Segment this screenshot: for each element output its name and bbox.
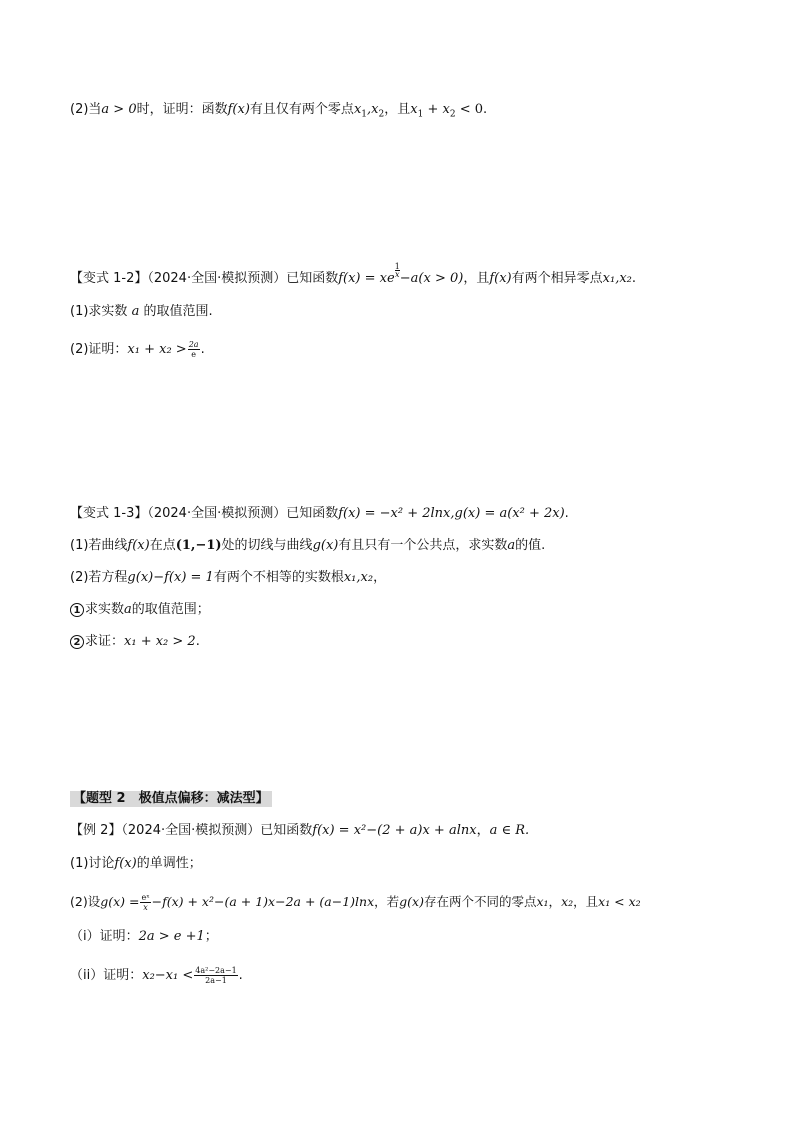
v12-p2-den: e: [191, 350, 196, 359]
v12-header: 【变式 1-2】（2024·全国·模拟预测）已知函数: [70, 271, 339, 286]
v12-p1-var: a: [131, 304, 140, 319]
ex2-p1-b: 的单调性；: [136, 856, 202, 871]
q1-part2-line: [70, 101, 487, 119]
ex2-ii-num: 4a²−2a−1: [195, 966, 237, 975]
ex2-p1-a: (1)讨论: [70, 856, 115, 871]
v13-p1-c: 处的切线与曲线: [221, 538, 313, 553]
ex2-p2-rest: −f(x) + x²−(a + 1)x−2a + (a−1)lnx: [151, 894, 375, 909]
v13-p2-b: 有两个不相等的实数根: [213, 570, 344, 585]
v12-func-def: f(x) = xe: [338, 271, 395, 286]
ex2-p2-b: ，若: [374, 894, 400, 909]
ex2-p2-x2: x₂: [561, 894, 574, 909]
v12-p1-tail: 的取值范围.: [143, 304, 213, 319]
v13-p1-b: 在点: [149, 538, 176, 553]
ex2-sep: ，: [476, 823, 490, 838]
v12-f: f(x): [489, 271, 512, 286]
v13-p1-d: 有且只有一个公共点，求实数: [338, 538, 508, 553]
v13-s2-end: .: [195, 634, 200, 649]
circled-number-icon: 1: [70, 603, 84, 617]
circled-number-icon: 2: [70, 635, 84, 649]
ex2-p2-e: ，且: [573, 894, 599, 909]
v13-p1-e: 的值.: [515, 538, 546, 553]
v13-p1-line: [70, 537, 545, 555]
v13-p1-f: f(x): [127, 538, 150, 553]
v12-zeros: x₁,x₂: [602, 271, 632, 286]
ex2-ii-expr: x₂−x₁ <: [142, 968, 194, 983]
v12-p1-line: [70, 303, 213, 321]
ex2-i-line: [70, 928, 218, 946]
v13-s2-line: [70, 633, 200, 651]
ex2-ii-den: 2a−1: [205, 976, 227, 985]
v13-header: 【变式 1-3】（2024·全国·模拟预测）已知函数: [70, 506, 339, 521]
v12-p2-frac: [188, 340, 200, 359]
v13-p1-pt: (1,−1): [175, 538, 222, 553]
v12-func-tail: −a(x > 0): [399, 271, 464, 286]
ex2-p2-c: 存在两个不同的零点: [423, 894, 537, 909]
v13-p1-a: (1)若曲线: [70, 538, 128, 553]
q1-part2-zeros: $x_1,x_2$: [353, 102, 385, 120]
v13-header-line: 【变式 1-3】（2024·全国·模拟预测）已知函数f(x) = −x² + 2lnx,g(x) = a(x² + 2x).: [70, 506, 569, 521]
ex2-p1-line: [70, 855, 202, 873]
v13-s2-expr: x₁ + x₂ > 2: [124, 634, 196, 649]
ex2-header: 【例 2】（2024·全国·模拟预测）已知函数: [70, 823, 313, 838]
v12-p2-expr: x₁ + x₂ >: [127, 342, 187, 357]
q1-part2-ineq: $x_1 + x_2 < 0$: [410, 102, 484, 120]
topic-heading: 【题型 2 极值点偏移：减法型】: [70, 791, 272, 807]
v13-p2-a: (2)若方程: [70, 570, 128, 585]
ex2-p2-line: [70, 893, 641, 912]
v13-p1-var: a: [507, 538, 516, 553]
v12-exp: 1 x: [394, 262, 400, 279]
ex2-p1-f: f(x): [114, 856, 137, 871]
v13-s1-var: a: [124, 602, 132, 617]
v13-s1-line: [70, 601, 210, 619]
q1-part2-end: .: [483, 102, 488, 117]
v13-p2-roots: x₁,x₂: [343, 570, 374, 585]
ex2-p2-g: g(x) =: [100, 894, 140, 909]
v12-p2: (2)证明：: [70, 342, 128, 357]
v13-p2-c: ，: [373, 570, 387, 585]
v13-p1-g: g(x): [312, 538, 339, 553]
ex2-cond: a ∈ R.: [489, 823, 530, 838]
ex2-p2-frac-num: eˣ: [141, 893, 150, 902]
q1-part2-cond: a > 0: [101, 102, 137, 117]
ex2-i-expr: 2a > e +1: [138, 929, 205, 944]
v12-header-line: 【变式 1-2】（2024·全国·模拟预测）已知函数f(x) = xe $^{\frac{1}{x}}$ −a(x > 0)，且f(x)有两个相异零点x₁,x₂.: [70, 262, 637, 286]
ex2-p2-a: (2)设: [70, 894, 101, 909]
ex2-p2-frac-den: x: [143, 903, 148, 912]
ex2-header-line: [70, 822, 529, 840]
v12-cond: ，且: [463, 271, 490, 286]
q1-part2-func: f(x): [227, 102, 250, 117]
ex2-i-end: ；: [204, 929, 218, 944]
ex2-ii-end: .: [238, 968, 243, 983]
v13-s1-a: 求实数: [85, 602, 125, 617]
ex2-i-label: （i）证明：: [70, 929, 139, 944]
ex2-p2-g2: g(x): [399, 894, 424, 909]
ex2-ii-frac: [194, 966, 237, 985]
v13-p2-line: [70, 569, 386, 587]
ex2-p2-d: ，: [548, 894, 562, 909]
v13-s2-a: 求证：: [85, 634, 125, 649]
ex2-p2-frac: [140, 893, 150, 912]
v12-p2-num: 2a: [188, 340, 199, 349]
ex2-p2-ineq: x₁ < x₂: [598, 894, 641, 909]
v13-func-def: f(x) = −x² + 2lnx,g(x) = a(x² + 2x): [338, 506, 565, 521]
v13-p2-eq: g(x)−f(x) = 1: [127, 570, 214, 585]
ex2-func-def: f(x) = x²−(2 + a)x + alnx: [312, 823, 477, 838]
ex2-p2-x1: x₁: [536, 894, 549, 909]
v12-cond2: 有两个相异零点: [511, 271, 603, 286]
q1-part2-tail: 有且仅有两个零点: [249, 102, 354, 117]
v13-s1-b: 的取值范围；: [131, 602, 210, 617]
v12-p2-line: (2)证明：x₁ + x₂ > $\frac{2a}{e}$ .: [70, 340, 205, 359]
q1-part2-and: ，且: [384, 102, 411, 117]
q1-part2-mid: 时，证明：函数: [136, 102, 228, 117]
v12-p1: (1)求实数: [70, 304, 128, 319]
q1-part2-prefix: (2)当: [70, 102, 102, 117]
ex2-ii-label: （ii）证明：: [70, 968, 143, 983]
ex2-ii-line: [70, 966, 243, 985]
